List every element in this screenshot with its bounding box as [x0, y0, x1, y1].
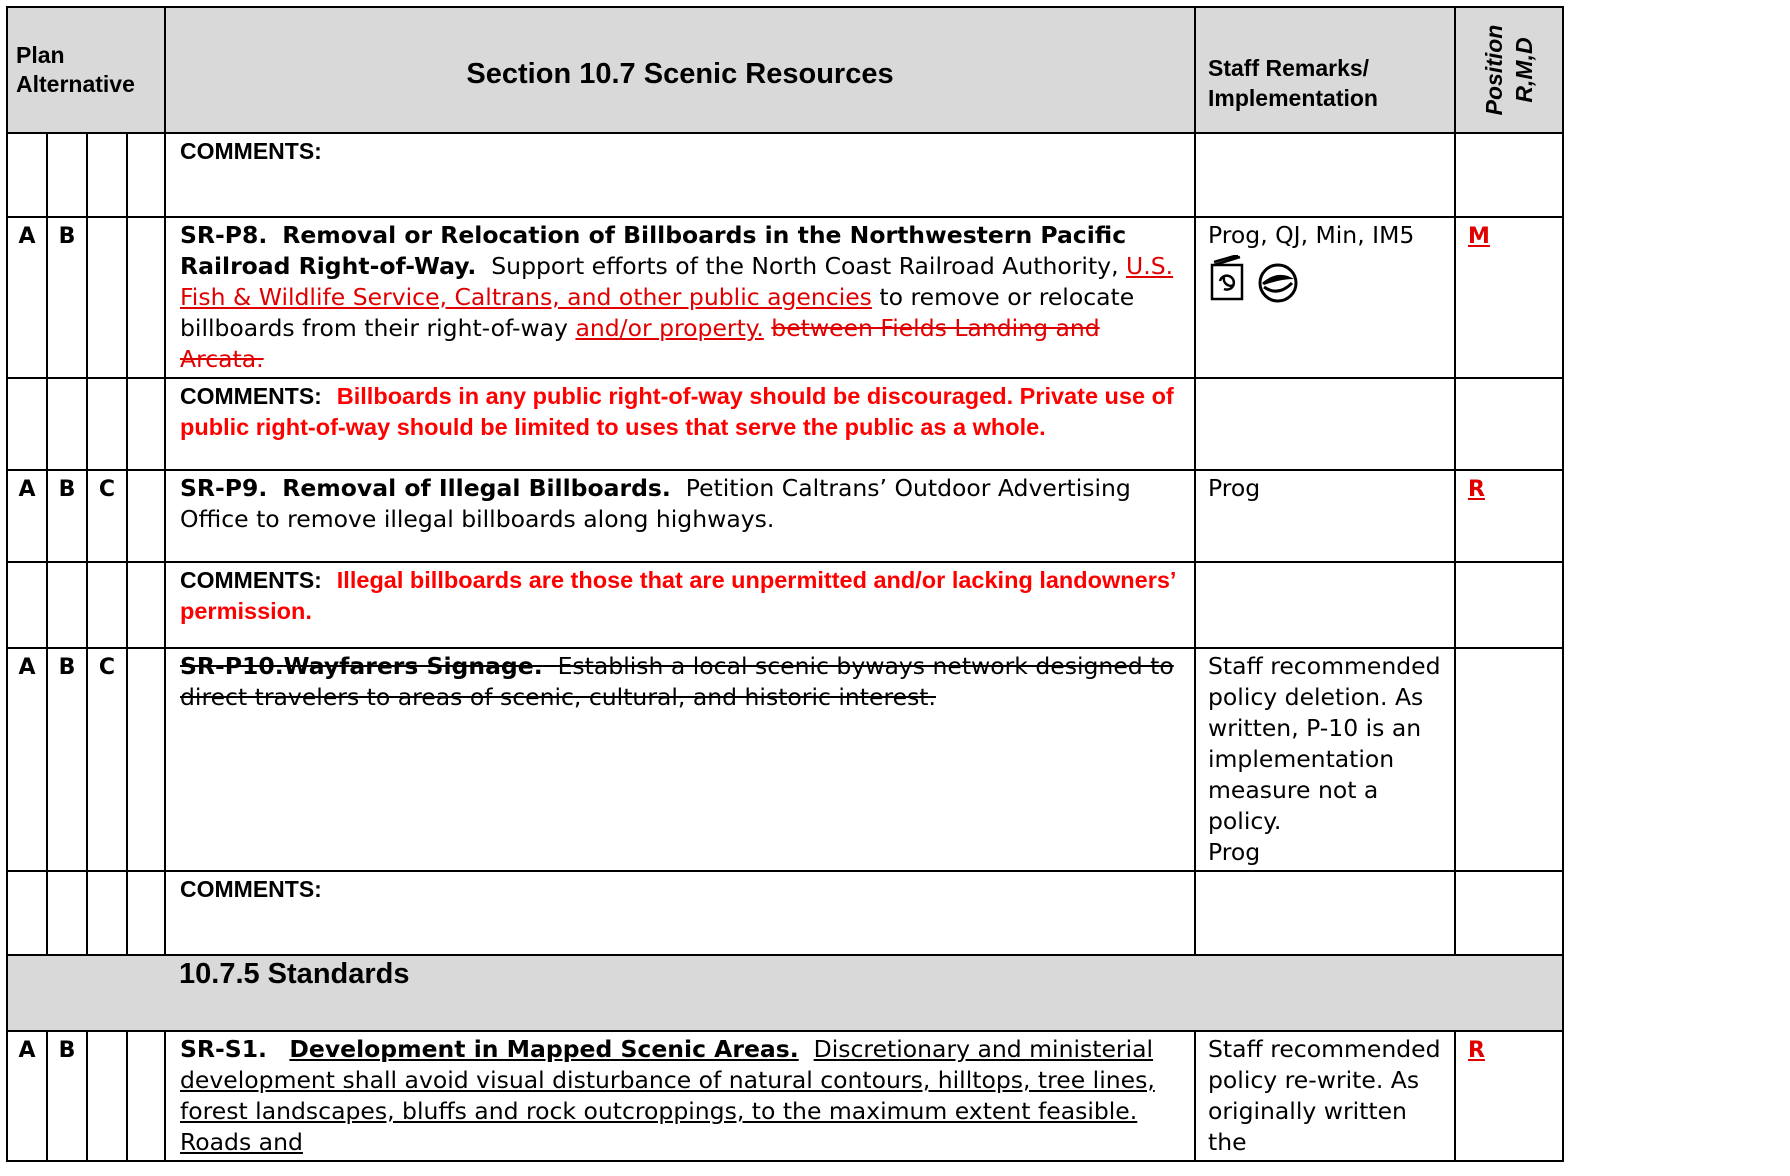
standard-text: SR-S1. Development in Mapped Scenic Areas. Discretionary and ministerial development shall avoid visual disturbance of natural contours, hilltops, tree lines, forest landscapes, bluffs and rock outcroppings, to the maximum extent feasible. Roads and [165, 1031, 1195, 1161]
alt-c: C [87, 470, 127, 562]
policy-row-sr-p9 [7, 470, 1563, 562]
comments-label: COMMENTS: [180, 876, 322, 902]
alt-b: B [47, 217, 87, 378]
standards-section-row [7, 955, 1563, 1031]
comments-row [7, 871, 1563, 955]
policy-row-sr-p10 [7, 648, 1563, 871]
alt-a: A [7, 217, 47, 378]
alt-a: A [7, 648, 47, 871]
policy-text: SR-P9. Removal of Illegal Billboards. Petition Caltrans’ Outdoor Advertising Office to remove illegal billboards along highways. [165, 470, 1195, 562]
alt-a: A [7, 1031, 47, 1161]
alt-c: C [87, 648, 127, 871]
alt-b: B [47, 648, 87, 871]
standard-row-sr-s1 [7, 1031, 1563, 1161]
comments-row [7, 378, 1563, 470]
staff-remarks: Prog, QJ, Min, IM5 [1195, 217, 1455, 378]
position-value: M [1455, 217, 1563, 378]
position-value: R [1455, 470, 1563, 562]
policy-row-sr-p8 [7, 217, 1563, 378]
comments-row [7, 562, 1563, 648]
position-value: R [1455, 1031, 1563, 1161]
standards-title: 10.7.5 Standards [165, 955, 1563, 1031]
policy-text: SR-P10.Wayfarers Signage. Establish a local scenic byways network designed to direct travelers to areas of scenic, cultural, and historic interest. [165, 648, 1195, 871]
alt-a: A [7, 470, 47, 562]
comments-label: COMMENTS: [180, 383, 322, 409]
leaf-circle-icon [1256, 255, 1300, 303]
staff-remarks: Staff recommended policy deletion. As written, P-10 is an implementation measure not a policy. Prog [1195, 648, 1455, 871]
policy-text: SR-P8. Removal or Relocation of Billboards in the Northwestern Pacific Railroad Right-of-Way. Support efforts of the North Coast Railroad Authority, U.S. Fish & Wildlife Service, Caltrans, and other public agencies to remove or relocate billboards from their right-of-way and/or property. between Fields Landing and Arcata. [165, 217, 1195, 378]
staff-remarks: Staff recommended policy re-write. As originally written the [1195, 1031, 1455, 1161]
comments-label: COMMENTS: [180, 138, 322, 164]
alt-b: B [47, 1031, 87, 1161]
plan-alternative-header: Plan Alternative [7, 7, 165, 133]
book-recycle-icon [1208, 255, 1248, 303]
staff-remarks-header: Staff Remarks/ Implementation [1195, 7, 1455, 133]
comment-text: Illegal billboards are those that are unpermitted and/or lacking landowners’ permission. [180, 567, 1176, 624]
scenic-resources-table [6, 6, 1564, 1162]
staff-remarks: Prog [1195, 470, 1455, 562]
comments-label: COMMENTS: [180, 567, 322, 593]
section-title: Section 10.7 Scenic Resources [165, 7, 1195, 133]
header-row [7, 7, 1563, 133]
position-header [1455, 7, 1563, 133]
position-header-label: Position R,M,D [1481, 24, 1537, 116]
alt-b: B [47, 470, 87, 562]
comments-row [7, 133, 1563, 217]
comment-text: Billboards in any public right-of-way should be discouraged. Private use of public right-of-way should be limited to uses that serve the public as a whole. [180, 383, 1174, 440]
